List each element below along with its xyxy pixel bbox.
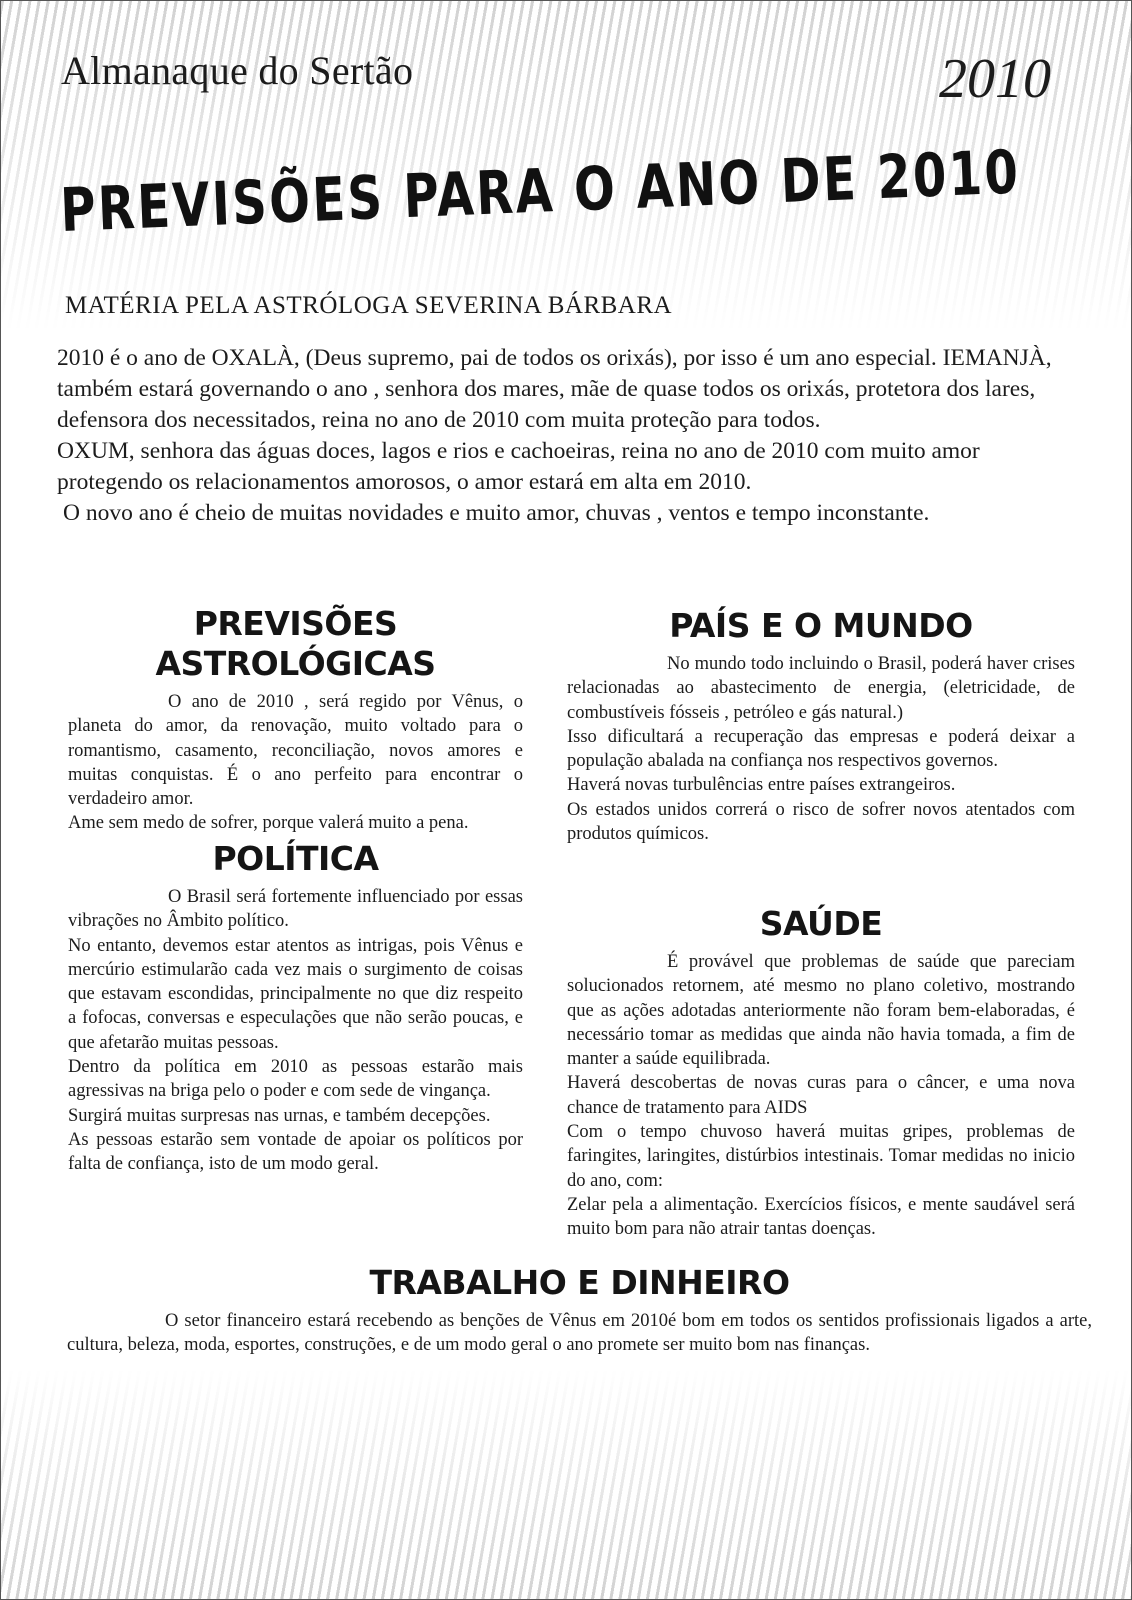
section-title: PREVISÕES ASTROLÓGICAS (155, 604, 436, 683)
section-body (68, 690, 523, 836)
paragraph: Haverá novas turbulências entre países extrangeiros. (567, 775, 956, 796)
section-body (68, 885, 523, 1177)
paragraph: Com o tempo chuvoso haverá muitas gripes, problemas de faringites, laringites, distúrbios intestinais. Tomar medidas no inicio do ano, com: (567, 1122, 1075, 1191)
section-health (567, 904, 1075, 1242)
paragraph: As pessoas estarão sem vontade de apoiar os políticos por falta de confiança, isto de um modo geral. (68, 1129, 523, 1175)
paragraph: No entanto, devemos estar atentos as intrigas, pois Vênus e mercúrio estimularão cada vez mais o surgimento de coisas que estavam escondidas, principalmente no que diz respeito a fofocas, conversas e especulações que não serão poucas, e que afetarão muitas pessoas. (68, 935, 523, 1053)
paragraph: O Brasil será fortemente influenciado por essas vibrações no Âmbito político. (68, 887, 523, 932)
section-work-and-money (67, 1263, 1092, 1358)
paragraph: O setor financeiro estará recebendo as benções de Vênus em 2010é bom em todos os sentidos profissionais ligados a arte, cultura, beleza, moda, esportes, construções, e de um modo geral o ano promete ser muito bom nas finanças. (67, 1311, 1092, 1356)
section-body (67, 1309, 1092, 1358)
intro-text (57, 343, 1077, 529)
section-body (567, 652, 1075, 846)
paragraph: No mundo todo incluindo o Brasil, poderá haver crises relacionadas ao abastecimento de energia, (eletricidade, de combustíveis fósseis , petróleo e gás natural.) (567, 654, 1075, 723)
paragraph: Isso dificultará a recuperação das empresas e poderá deixar a população abalada na confiança nos respectivos governos. (567, 726, 1075, 772)
section-country-and-world (567, 606, 1075, 846)
paragraph: O ano de 2010 , será regido por Vênus, o planeta do amor, da renovação, muito voltado para o romantismo, casamento, reconciliação, novos amores e muitas conquistas. É o ano perfeito para encontrar o verdadeiro amor. (68, 692, 523, 810)
section-title: TRABALHO E DINHEIRO (369, 1263, 790, 1302)
section-astrological-predictions (68, 604, 523, 836)
section-body (567, 950, 1075, 1242)
intro-paragraph: OXUM, senhora das águas doces, lagos e rios e cachoeiras, reina no ano de 2010 com muito amor protegendo os relacionamentos amorosos, o amor estará em alta em 2010. (57, 438, 980, 495)
intro-paragraph: 2010 é o ano de OXALÀ, (Deus supremo, pai de todos os orixás), por isso é um ano especial. IEMANJÀ, também estará governando o ano , senhora dos mares, mãe de quase todos os orixás, protetora dos lares, defensora dos necessitados, reina no ano de 2010 com muita proteção para todos. (57, 345, 1052, 433)
paragraph: Haverá descobertas de novas curas para o câncer, e uma nova chance de tratamento para AIDS (567, 1073, 1075, 1118)
paragraph: Surgirá muitas surpresas nas urnas, e também decepções. (68, 1105, 491, 1126)
section-title: POLÍTICA (212, 839, 379, 878)
paragraph: Dentro da política em 2010 as pessoas estarão mais agressivas na briga pelo o poder e com sede de vingança. (68, 1057, 523, 1102)
paragraph: Os estados unidos correrá o risco de sofrer novos atentados com produtos químicos. (567, 799, 1075, 845)
section-title: PAÍS E O MUNDO (669, 606, 973, 645)
paragraph: Zelar pela a alimentação. Exercícios físicos, e mente saudável será muito bom para não atrair tantas doenças. (567, 1194, 1075, 1240)
paragraph: Ame sem medo de sofrer, porque valerá muito a pena. (68, 813, 469, 834)
publication-year: 2010 (939, 48, 1051, 110)
section-politics (68, 839, 523, 1177)
section-title: SAÚDE (759, 904, 883, 943)
byline: MATÉRIA PELA ASTRÓLOGA SEVERINA BÁRBARA (65, 292, 673, 319)
publication-title: Almanaque do Sertão (61, 48, 414, 93)
intro-paragraph: O novo ano é cheio de muitas novidades e muito amor, chuvas , ventos e tempo inconstante. (63, 500, 930, 526)
main-headline: PREVISÕES PARA O ANO DE 2010 (59, 137, 1022, 246)
paragraph: É provável que problemas de saúde que pareciam solucionados retornem, até mesmo no plano coletivo, mostrando que as ações adotadas anteriormente não foram bem-elaboradas, é necessário tomar as medidas que ainda não havia tomada, a fim de manter a saúde equilibrada. (567, 952, 1075, 1070)
